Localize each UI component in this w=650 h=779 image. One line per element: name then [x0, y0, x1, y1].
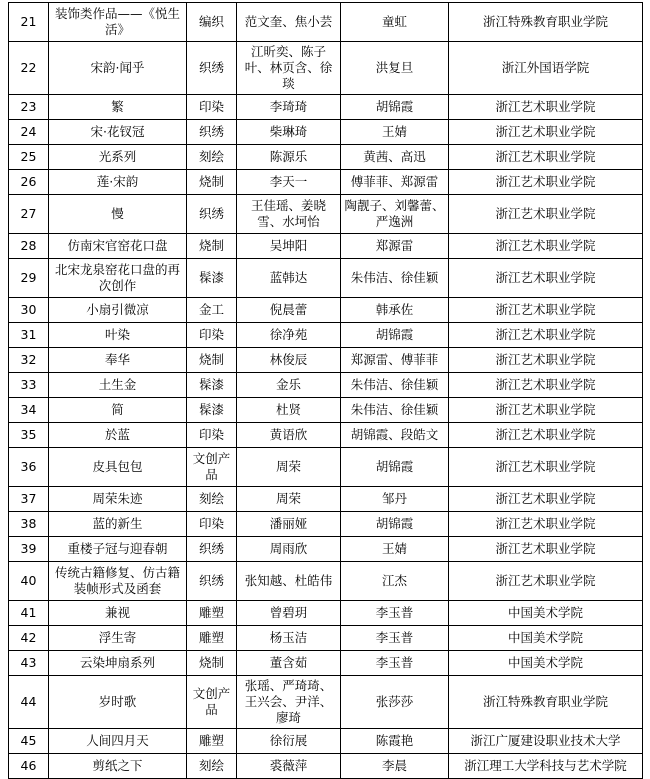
cell-tutor: 胡锦霞	[341, 323, 449, 348]
cell-category: 金工	[187, 298, 237, 323]
cell-work-name: 兼视	[49, 601, 187, 626]
table-row	[9, 3, 643, 42]
cell-school: 浙江特殊教育职业学院	[449, 3, 643, 42]
cell-serial-number: 25	[9, 145, 49, 170]
cell-work-name: 剪纸之下	[49, 754, 187, 779]
cell-work-name: 浮生寄	[49, 626, 187, 651]
cell-work-name: 周荣朱迹	[49, 487, 187, 512]
cell-tutor: 朱伟洁、徐佳颖	[341, 373, 449, 398]
cell-category: 印染	[187, 512, 237, 537]
table-body	[9, 3, 643, 779]
cell-category: 刻绘	[187, 754, 237, 779]
cell-school: 浙江外国语学院	[449, 42, 643, 95]
cell-school: 浙江艺术职业学院	[449, 234, 643, 259]
cell-tutor: 朱伟洁、徐佳颖	[341, 398, 449, 423]
cell-tutor: 胡锦霞	[341, 512, 449, 537]
cell-author: 倪晨蕾	[237, 298, 341, 323]
cell-school: 中国美术学院	[449, 601, 643, 626]
cell-category: 织绣	[187, 562, 237, 601]
cell-category: 雕塑	[187, 729, 237, 754]
cell-school: 浙江艺术职业学院	[449, 562, 643, 601]
cell-tutor: 王婧	[341, 537, 449, 562]
table-row	[9, 537, 643, 562]
cell-work-name: 仿南宋官窑花口盘	[49, 234, 187, 259]
cell-serial-number: 31	[9, 323, 49, 348]
cell-author: 黄语欣	[237, 423, 341, 448]
cell-author: 裘薇萍	[237, 754, 341, 779]
cell-category: 印染	[187, 323, 237, 348]
cell-tutor: 李晨	[341, 754, 449, 779]
table-row	[9, 512, 643, 537]
cell-work-name: 传统古籍修复、仿古籍装帧形式及函套	[49, 562, 187, 601]
cell-author: 林俊辰	[237, 348, 341, 373]
table-row	[9, 676, 643, 729]
table-row	[9, 348, 643, 373]
cell-serial-number: 27	[9, 195, 49, 234]
cell-tutor: 胡锦霞	[341, 95, 449, 120]
table-row	[9, 562, 643, 601]
cell-work-name: 简	[49, 398, 187, 423]
cell-serial-number: 42	[9, 626, 49, 651]
cell-serial-number: 33	[9, 373, 49, 398]
cell-category: 刻绘	[187, 487, 237, 512]
cell-serial-number: 40	[9, 562, 49, 601]
cell-tutor: 李玉普	[341, 601, 449, 626]
cell-author: 周雨欣	[237, 537, 341, 562]
cell-school: 浙江艺术职业学院	[449, 348, 643, 373]
cell-work-name: 叶染	[49, 323, 187, 348]
cell-school: 浙江艺术职业学院	[449, 120, 643, 145]
cell-tutor: 江杰	[341, 562, 449, 601]
cell-work-name: 装饰类作品——《悦生活》	[49, 3, 187, 42]
cell-school: 浙江艺术职业学院	[449, 145, 643, 170]
cell-category: 髹漆	[187, 373, 237, 398]
cell-serial-number: 35	[9, 423, 49, 448]
cell-author: 潘丽娅	[237, 512, 341, 537]
cell-category: 织绣	[187, 537, 237, 562]
cell-tutor: 陈霞艳	[341, 729, 449, 754]
cell-tutor: 童虹	[341, 3, 449, 42]
cell-author: 范文奎、焦小芸	[237, 3, 341, 42]
cell-author: 蓝韩达	[237, 259, 341, 298]
cell-work-name: 土生金	[49, 373, 187, 398]
cell-work-name: 小扇引微凉	[49, 298, 187, 323]
table-row	[9, 423, 643, 448]
cell-school: 浙江艺术职业学院	[449, 195, 643, 234]
cell-school: 浙江艺术职业学院	[449, 95, 643, 120]
cell-serial-number: 26	[9, 170, 49, 195]
cell-author: 董含茹	[237, 651, 341, 676]
cell-author: 吴坤阳	[237, 234, 341, 259]
cell-tutor: 李玉普	[341, 626, 449, 651]
table-row	[9, 298, 643, 323]
table-row	[9, 754, 643, 779]
cell-category: 烧制	[187, 348, 237, 373]
cell-tutor: 郑源雷	[341, 234, 449, 259]
cell-serial-number: 45	[9, 729, 49, 754]
cell-category: 织绣	[187, 195, 237, 234]
cell-serial-number: 30	[9, 298, 49, 323]
cell-tutor: 朱伟洁、徐佳颖	[341, 259, 449, 298]
cell-work-name: 莲·宋韵	[49, 170, 187, 195]
cell-tutor: 陶靓子、刘馨蕾、严逸洲	[341, 195, 449, 234]
cell-author: 陈源乐	[237, 145, 341, 170]
table-row	[9, 487, 643, 512]
cell-school: 浙江艺术职业学院	[449, 487, 643, 512]
cell-school: 浙江理工大学科技与艺术学院	[449, 754, 643, 779]
cell-tutor: 洪复旦	[341, 42, 449, 95]
document-page	[0, 2, 650, 773]
cell-serial-number: 28	[9, 234, 49, 259]
cell-author: 李琦琦	[237, 95, 341, 120]
table-row	[9, 729, 643, 754]
cell-serial-number: 32	[9, 348, 49, 373]
cell-school: 中国美术学院	[449, 651, 643, 676]
table-row	[9, 234, 643, 259]
cell-serial-number: 36	[9, 448, 49, 487]
cell-work-name: 光系列	[49, 145, 187, 170]
cell-school: 浙江艺术职业学院	[449, 423, 643, 448]
cell-tutor: 胡锦霞、段皓文	[341, 423, 449, 448]
table-row	[9, 626, 643, 651]
cell-school: 浙江艺术职业学院	[449, 512, 643, 537]
cell-author: 王佳瑶、姜晓雪、水坷怡	[237, 195, 341, 234]
cell-work-name: 宋·花钗冠	[49, 120, 187, 145]
cell-category: 髹漆	[187, 259, 237, 298]
cell-author: 张知越、杜皓伟	[237, 562, 341, 601]
cell-category: 文创产品	[187, 676, 237, 729]
cell-tutor: 胡锦霞	[341, 448, 449, 487]
cell-work-name: 繁	[49, 95, 187, 120]
cell-tutor: 黄茜、高迅	[341, 145, 449, 170]
cell-category: 烧制	[187, 651, 237, 676]
table-row	[9, 259, 643, 298]
cell-tutor: 韩承佐	[341, 298, 449, 323]
cell-work-name: 宋韵·闻乎	[49, 42, 187, 95]
table-row	[9, 170, 643, 195]
cell-work-name: 皮具包包	[49, 448, 187, 487]
cell-author: 李天一	[237, 170, 341, 195]
table-row	[9, 95, 643, 120]
cell-serial-number: 41	[9, 601, 49, 626]
cell-school: 中国美术学院	[449, 626, 643, 651]
cell-author: 徐衍展	[237, 729, 341, 754]
cell-category: 髹漆	[187, 398, 237, 423]
cell-school: 浙江艺术职业学院	[449, 259, 643, 298]
cell-category: 印染	[187, 423, 237, 448]
table-row	[9, 601, 643, 626]
cell-category: 文创产品	[187, 448, 237, 487]
cell-author: 曾碧玥	[237, 601, 341, 626]
cell-category: 刻绘	[187, 145, 237, 170]
cell-serial-number: 23	[9, 95, 49, 120]
table-row	[9, 323, 643, 348]
cell-work-name: 人间四月天	[49, 729, 187, 754]
cell-school: 浙江艺术职业学院	[449, 323, 643, 348]
cell-school: 浙江艺术职业学院	[449, 373, 643, 398]
cell-work-name: 北宋龙泉窑花口盘的再次创作	[49, 259, 187, 298]
cell-school: 浙江艺术职业学院	[449, 537, 643, 562]
cell-work-name: 奉华	[49, 348, 187, 373]
table-row	[9, 373, 643, 398]
cell-work-name: 重楼子冠与迎春朝	[49, 537, 187, 562]
cell-category: 雕塑	[187, 601, 237, 626]
cell-serial-number: 46	[9, 754, 49, 779]
cell-author: 杜贤	[237, 398, 341, 423]
cell-serial-number: 38	[9, 512, 49, 537]
cell-category: 印染	[187, 95, 237, 120]
cell-serial-number: 44	[9, 676, 49, 729]
cell-work-name: 岁时歌	[49, 676, 187, 729]
table-row	[9, 448, 643, 487]
cell-author: 江昕奕、陈子叶、林页含、徐琰	[237, 42, 341, 95]
cell-work-name: 於蓝	[49, 423, 187, 448]
cell-category: 织绣	[187, 120, 237, 145]
cell-work-name: 蓝的新生	[49, 512, 187, 537]
cell-serial-number: 39	[9, 537, 49, 562]
table-row	[9, 120, 643, 145]
cell-author: 周荣	[237, 448, 341, 487]
cell-tutor: 王婧	[341, 120, 449, 145]
cell-tutor: 张莎莎	[341, 676, 449, 729]
cell-author: 杨玉洁	[237, 626, 341, 651]
cell-serial-number: 43	[9, 651, 49, 676]
cell-serial-number: 34	[9, 398, 49, 423]
cell-tutor: 傅菲菲、郑源雷	[341, 170, 449, 195]
cell-school: 浙江广厦建设职业技术大学	[449, 729, 643, 754]
table-row	[9, 195, 643, 234]
cell-tutor: 李玉普	[341, 651, 449, 676]
cell-work-name: 云染坤扇系列	[49, 651, 187, 676]
cell-school: 浙江特殊教育职业学院	[449, 676, 643, 729]
cell-category: 编织	[187, 3, 237, 42]
cell-author: 金乐	[237, 373, 341, 398]
cell-author: 徐净苑	[237, 323, 341, 348]
cell-author: 周荣	[237, 487, 341, 512]
table-row	[9, 398, 643, 423]
cell-serial-number: 21	[9, 3, 49, 42]
cell-serial-number: 29	[9, 259, 49, 298]
cell-school: 浙江艺术职业学院	[449, 170, 643, 195]
cell-serial-number: 24	[9, 120, 49, 145]
cell-tutor: 郑源雷、傅菲菲	[341, 348, 449, 373]
cell-school: 浙江艺术职业学院	[449, 398, 643, 423]
cell-category: 织绣	[187, 42, 237, 95]
cell-category: 烧制	[187, 170, 237, 195]
table-row	[9, 42, 643, 95]
cell-tutor: 邹丹	[341, 487, 449, 512]
cell-school: 浙江艺术职业学院	[449, 448, 643, 487]
cell-serial-number: 37	[9, 487, 49, 512]
table-row	[9, 145, 643, 170]
cell-serial-number: 22	[9, 42, 49, 95]
cell-author: 柴琳琦	[237, 120, 341, 145]
cell-school: 浙江艺术职业学院	[449, 298, 643, 323]
table-row	[9, 651, 643, 676]
cell-category: 烧制	[187, 234, 237, 259]
cell-category: 雕塑	[187, 626, 237, 651]
cell-work-name: 慢	[49, 195, 187, 234]
award-works-table	[8, 2, 643, 779]
cell-author: 张瑶、严琦琦、王兴会、尹洋、廖琦	[237, 676, 341, 729]
